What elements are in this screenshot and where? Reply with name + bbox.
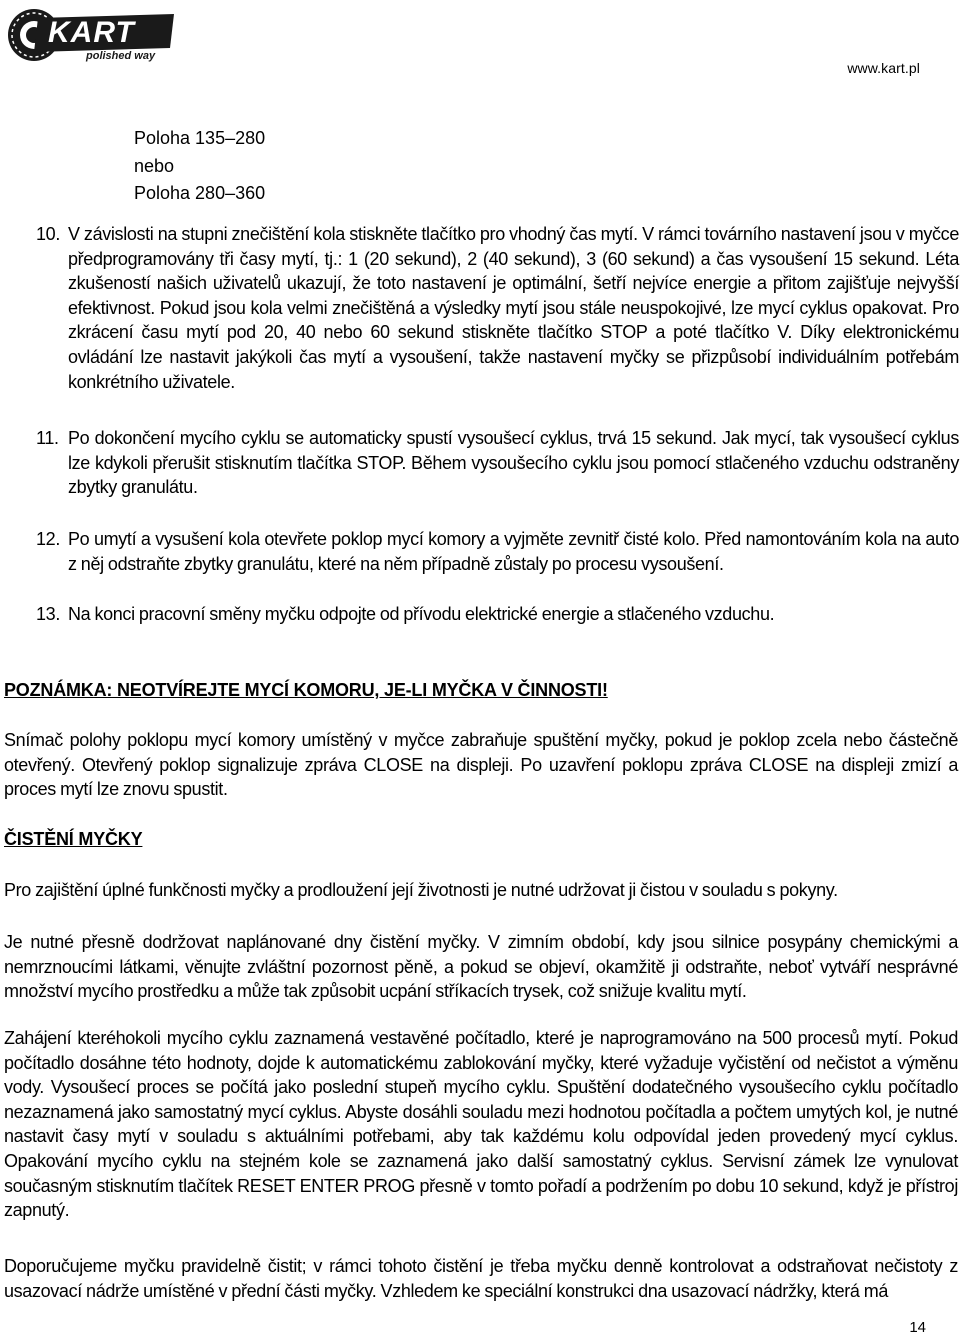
item-number: 12. (36, 529, 60, 549)
item-text: Po dokončení mycího cyklu se automaticky spustí vysoušecí cyklus, trvá 15 sekund. Jak mycí, tak vysoušecí cyklus lze kdykoli přerušit stisknutím tlačítka STOP. Během vysoušecího cyklu jsou pomocí stlačeného vzduchu odstraněny zbytky granulátu. (68, 428, 959, 498)
page-number: 14 (909, 1319, 926, 1336)
kart-logo (4, 4, 176, 64)
note-paragraph: Snímač polohy poklopu mycí komory umístěný v myčce zabraňuje spuštění myčky, pokud je poklop zcela nebo částečně otevřený. Otevřený poklop signalizuje zpráva CLOSE na displeji. Po uzavření poklopu zpráva CLOSE na displeji zmizí a proces mytí lze znovu spustit. (4, 730, 958, 800)
logo-text: KART (48, 16, 135, 49)
position-line: Poloha 135–280 (134, 128, 266, 148)
cleaning-paragraph-1: Pro zajištění úplné funkčnosti myčky a prodloužení její životnosti je nutné udržovat ji čistou v souladu s pokyny. (4, 880, 838, 900)
note-heading: POZNÁMKA: NEOTVÍREJTE MYCÍ KOMORU, JE-LI MYČKA V ČINNOSTI! (4, 680, 608, 700)
cleaning-heading: ČISTĚNÍ MYČKY (4, 829, 143, 849)
item-number: 13. (36, 604, 60, 624)
item-number: 10. (36, 224, 60, 244)
position-list (134, 125, 265, 208)
item-text: Po umytí a vysušení kola otevřete poklop mycí komory a vyjměte zevnitř čisté kolo. Před namontováním kola na auto z něj odstraňte zbytky granulátu, které na něm případně zůstaly po procesu vysoušení. (68, 529, 959, 574)
logo-tagline: polished way (86, 50, 156, 62)
site-url: www.kart.pl (847, 60, 920, 76)
item-text: V závislosti na stupni znečištění kola stiskněte tlačítko pro vhodný čas mytí. V rámci továrního nastavení jsou v myčce předprogramovány tři časy mytí, tj.: 1 (20 sekund), 2 (40 sekund), 3 (60 sekund) a čas vysoušení 15 sekund. Léta zkušeností našich uživatelů ukazují, že toto nastavení je optimální, šetří nejvíce energie a přitom zajišťuje nejvyšší efektivnost. Pokud jsou kola velmi znečištěná a výsledky mytí jsou stále neuspokojivé, lze mycí cyklus opakovat. Pro zkrácení času mytí pod 20, 40 nebo 60 sekund stiskněte tlačítko STOP a poté tlačítko V. Díky elektronickému ovládání lze nastavit jakýkoli čas mytí a vysoušení, takže nastavení myčky se přizpůsobí individuálním potřebám konkrétního uživatele. (68, 224, 959, 392)
position-line: Poloha 280–360 (134, 183, 266, 203)
cleaning-paragraph-3: Zahájení kteréhokoli mycího cyklu zaznamená vestavěné počítadlo, které je naprogramováno na 500 procesů mytí. Pokud počítadlo dosáhne této hodnoty, dojde k automatickému zablokování myčky, které vyžaduje vyčistění od nečistot a výměnu vody. Vysoušecí proces se počítá jako poslední stupeň mycího cyklu. Spuštění dodatečného vysoušecího cyklu počítadlo nezaznamená jako samostatný mycí cyklus. Abyste dosáhli souladu mezi hodnotou počítadla a počtem umytých kol, je nutné nastavit časy mytí v souladu s aktuálními potřebami, aby tak každému kolu odpovídal jeden provedený mycí cyklus. Opakování mycího cyklu na stejném kole se zaznamená jako další samostatný cyklus. Servisní zámek lze vynulovat současným stisknutím tlačítek RESET ENTER PROG přesně v tomto pořadí a podržením po dobu 10 sekund, když je přístroj zapnutý. (4, 1028, 958, 1221)
cleaning-paragraph-4: Doporučujeme myčku pravidelně čistit; v rámci tohoto čistění je třeba myčku denně kontrolovat a odstraňovat nečistoty z usazovací nádrže umístěné v přední části myčky. Vzhledem ke speciální konstrukci dna usazovací nádržky, která má (4, 1256, 958, 1301)
item-number: 11. (36, 428, 59, 448)
cleaning-paragraph-2: Je nutné přesně dodržovat naplánované dny čistění myčky. V zimním období, kdy jsou silnice posypány chemickými a nemrznoucími látkami, věnujte zvláštní pozornost pěně, a pokud se objeví, okamžitě ji odstraňte, neboť vytváří nesprávné množství mycího prostředku a může tak způsobit ucpání stříkacích trysek, což snižuje kvalitu mytí. (4, 932, 958, 1002)
position-line: nebo (134, 155, 175, 176)
item-text: Na konci pracovní směny myčku odpojte od přívodu elektrické energie a stlačeného vzduchu. (68, 604, 775, 624)
